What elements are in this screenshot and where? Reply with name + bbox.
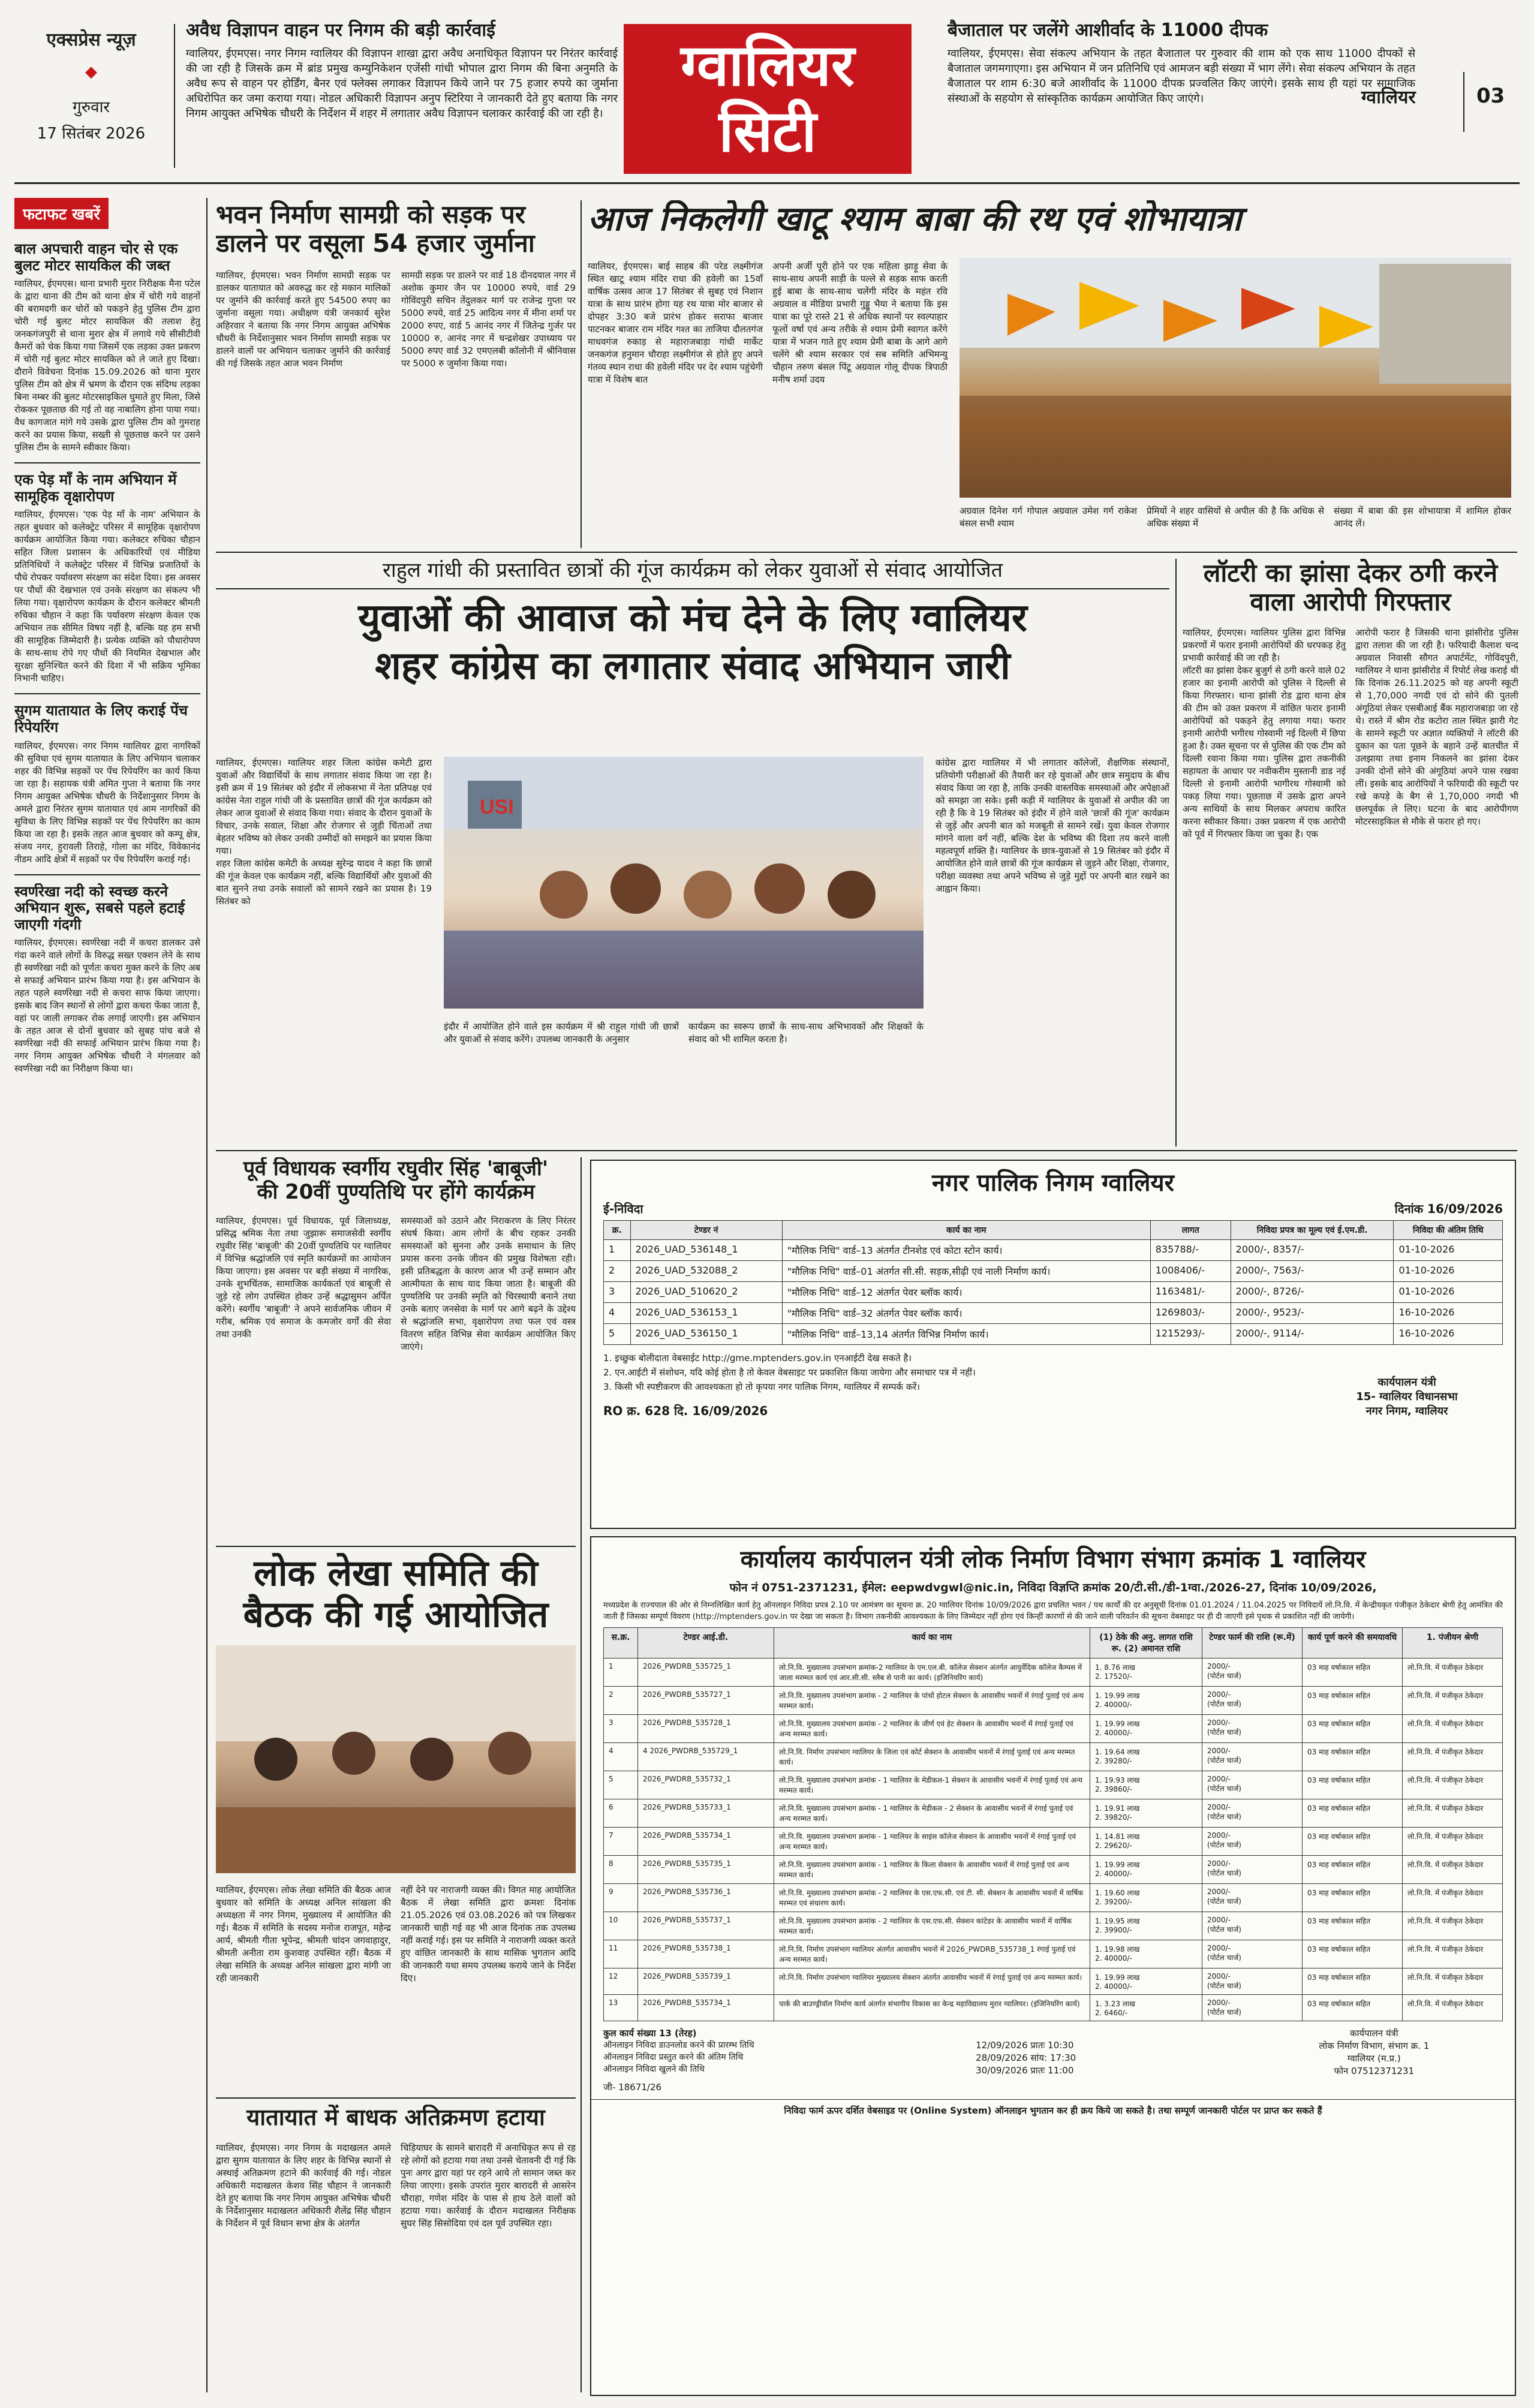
notice-pwd-intro: मध्यप्रदेश के राज्यपाल की ओर से निम्नलिखित कार्य हेतु ऑनलाइन निविदा प्रपत्र 2.10 पर आमंत्रण का सूचना क्र. 20 ग्वालियर दिनांक 10/09/2026 द्वारा प्रचलित भवन / पथ कार्यों की दर अनुसूची दिनांक 01.01.2024 / 11.04.2025 पर निविदायें लो.नि.वि. में केन्द्रीयकृत पंजीकृत ठेकेदार श्रेणी हेतु आमंत्रित की जाती हैं जिसका सम्पूर्ण विवरण (http://mptenders.gov.in पर देखा जा सकता है। विभाग तकनीकी आवश्यकता के लिए जिम्मेदार नहीं होगा एवं किन्हीं कारणों से की जाने वाली परिवर्तन की सूचना वेबसाइट पर ही दी जाएगी इसे पृथक से प्रकाशित नहीं की जायेगी। [603,1601,1503,1621]
top-right-body: ग्वालियर, ईएमएस। सेवा संकल्प अभियान के तहत बैजाताल पर गुरुवार की शाम को एक साथ 11000 दीपकों से बैजाताल जगमगाएगा। इस अभियान में जन प्रतिनिधि एवं आमजन बड़ी संख्या में भाग लेंगे। सेवा संकल्प अभियान के तहत बैजाताल पर शाम 6:30 बजे आशीर्वाद के 11000 दीपक प्रज्वलित किए जाएंगे। इसके साथ ही यहां पर सामाजिक संस्थाओं के सहयोग से सांस्कृतिक कार्यक्रम आयोजित किए जाएंगे। [948,47,1415,105]
table-header: (1) ठेके की अनु. लागत राशि रू. (2) अमानत राशि [1090,1628,1202,1658]
table-cell: "मौलिक निधि" वार्ड–32 अंतर्गत पेवर ब्लॉक कार्य। [782,1303,1150,1324]
table-cell: 2 [604,1261,631,1282]
table-row [604,1995,1503,2021]
story-babuji-headline-1: पूर्व विधायक स्वर्गीय रघुवीर सिंह 'बाबूजी' [243,1157,549,1181]
story-traffic-headline: यातायात में बाधक अतिक्रमण हटाया [246,2105,545,2130]
table-cell: लो.नि.वि. मुख्यालय उपसंभाग क्रमांक-2 ग्वालियर के एम.एल.बी. कॉलेज सेक्शन अंतर्गत आयुर्वेदिक कॉलेज कैम्पस में जाला मरम्मत कार्य एवं आर.सी.सी. स्लैब से पानी का कार्य। (इजिनियरिंग कार्य) [774,1658,1090,1687]
story-fine-col2: सामग्री सड़क पर डालने पर वार्ड 18 दीनदयाल नगर में अशोक कुमार जैन पर 10000 रुपये, वार्ड 29 गोविंदपुरी सचिन तेंदुलकर मार्ग पर राजेन्द्र गुप्ता पर 5000 रुपये, वार्ड 25 आदित्य नगर में मीना शर्मा पर 2000 रुपए, वार्ड 5 आनंद नगर में जितेन्द्र गुर्जर पर 10000 रु, आनंद नगर में चन्द्रशेखर उपाध्याय पर 5000 रुपए वार्ड 32 एमएलबी कॉलोनी में श्रीनिवास पर 5000 रु जुर्माना किया गया। [401,269,576,369]
table-cell: 03 माह वर्षाकाल सहित [1303,1743,1403,1771]
story-committee [216,1553,576,2093]
table-cell: 1215293/- [1150,1324,1231,1345]
sidebar-body: ग्वालियर, ईएमएस। स्वर्णरेखा नदी में कचरा डालकर उसे गंदा करने वाले लोगों के विरुद्ध सख्त एक्शन लेने के साथ ही स्वर्णरेखा नदी को पूर्णतः कचरा मुक्त करने के लिए अब से सफाई अभियान प्रारंभ किया गया है। इस अभियान के तहत पहले स्वर्णरेखा नदी से कचरा साफ किया जाएगा। इसके बाद जिन स्थानों से लोगों द्वारा कचरा फेंका जाता है, वहां पर जाली लगाकर रोक लगाई जाएगी। इस अभियान के तहत आज से दोनों बुधवार को सुबह पांच बजे से स्वर्णरेखा नदी की सफाई अभियान प्रारंभ किया गया है। नगर निगम आयुक्त अभिषेक चौधरी ने मंगलवार को स्वर्णरेखा नदी का निरीक्षण किया था। [14,937,200,1074]
notice-nagar-subtitle: ई-निविदा [603,1202,643,1216]
table-cell: 2026_PWDRB_535733_1 [638,1799,774,1828]
notice-nagar-sign: कार्यपालन यंत्री [1377,1376,1436,1389]
notice-pwd-sign: लोक निर्माण विभाग, संभाग क्र. 1 [1319,2040,1430,2051]
story-fine-headline: भवन निर्माण सामग्री को सड़क पर डालने पर वसूला 54 हजार जुर्माना [216,200,535,258]
youth-meeting-graphic [444,757,924,1009]
table-header: लागत [1150,1221,1231,1240]
table-cell: 2026_UAD_536153_1 [630,1303,782,1324]
table-cell: 1. 19.98 लाख 2. 40000/- [1090,1940,1202,1968]
table-cell: 1. 3.23 लाख 2. 6460/- [1090,1995,1202,2021]
table-cell: लो.नि.वि. में पंजीकृत ठेकेदार [1403,1940,1503,1968]
table-row [604,1715,1503,1743]
sidebar-item [14,884,200,1076]
table-cell: 2000/-, 7563/- [1231,1261,1394,1282]
story-lottery-col1: ग्वालियर, ईएमएस। ग्वालियर पुलिस द्वारा विभिन्न प्रकरणों में फरार इनामी आरोपियों की धरपकड़ हेतु प्रभावी कार्रवाई की जा रही है। लॉटरी का झांसा देकर बुजुर्ग से ठगी करने वाले 02 हजार का इनामी आरोपी को पुलिस ने दिल्ली से किया गिरफ्तार। थाना झांसी रोड द्वारा थाना क्षेत्र की टीम को उक्त प्रकरण में वांछित फरार इनामी आरोपियों को पकड़ने हेतु लगाया गया। फरार इनामी आरोपी भगीरथ गोस्वामी नई दिल्ली में छिपा हुआ है। उक्त सूचना पर से पुलिस की एक टीम को दिल्ली रवाना किया गया। पुलिस द्वारा तकनीकी सहायता के आधार पर नवीकरीम मुस्तानी डाड नई दिल्ली से इनामी आरोपी भागीरथ गोस्वामी को पकड़ लिया गया। पूछताछ में उसके द्वारा अपने अन्य साथियों के साथ मिलकर अपराध कारित करना स्वीकार किया। उक्त प्रकरण में एक आरोपी को पूर्व में गिरफ्तार किया जा चुका है। एक [1183,627,1346,839]
story-shyam-col2: अपनी अर्जी पूरी होने पर एक महिला झाड़ू सेवा के साथ-साथ अपनी साड़ी के पल्ले से सड़क साफ करती हुई बाबा के साथ-साथ चलेंगी मंदिर के महंत रवि अग्रवाल व मीडिया प्रभारी गुड्डू भैया ने बताया कि इस यात्रा का पूरे रास्ते 21 से अधिक स्थानों पर स्वल्पाहार फूलों वर्षा एवं अन्य तरीके से श्याम प्रेमी स्वागत करेंगे यात्रा में भजन गाते हुए श्याम प्रेमी बाबा के आगे आगे चलेंगे श्री श्याम सरकार एवं सब समिति अभिमन्यु चौहान तरुण बंसल पिंटू अग्रवाल गोलू दीपक त्रिपाठी मनीष शर्मा उदय [772,261,948,385]
table-cell: 03 माह वर्षाकाल सहित [1303,1687,1403,1715]
notice-pwd-date-line: 12/09/2026 प्रातः 10:30 [976,2040,1074,2051]
table-cell: 2026_PWDRB_535728_1 [638,1715,774,1743]
table-cell: 3 [604,1715,638,1743]
story-committee-headline-2: बैठक की गई आयोजित [243,1594,549,1636]
table-header: 1. पंजीयन श्रेणी [1403,1628,1503,1658]
notice-pwd-sign: कार्यपालन यंत्री [1349,2028,1398,2039]
notice-pwd [590,1536,1516,2396]
table-cell: लो.नि.वि. में पंजीकृत ठेकेदार [1403,1828,1503,1856]
table-cell: 9 [604,1884,638,1912]
table-cell: 13 [604,1995,638,2021]
table-row [604,1282,1503,1303]
table-cell: 2026_PWDRB_535738_1 [638,1940,774,1968]
table-cell: 03 माह वर्षाकाल सहित [1303,1799,1403,1828]
story-congress-caption1: इंदौर में आयोजित होने वाले इस कार्यक्रम में श्री राहुल गांधी जी छात्रों और युवाओं से संवाद करेंगे। उपलब्ध जानकारी के अनुसार [444,1021,679,1045]
table-header: क्र. [604,1221,631,1240]
table-cell: 2026_PWDRB_535739_1 [638,1968,774,1995]
sidebar-headline: बाल अपचारी वाहन चोर से एक बुलट मोटर सायकिल की जब्त [14,240,178,274]
brand-block [19,26,163,158]
table-cell: लो.नि.वि. निर्माण उपसंभाग ग्वालियर के जिला एवं कोर्ट सेक्शन के आवासीय भवनों में रंगाई पुताई एवं अन्य मरम्मत कार्य। [774,1743,1090,1771]
story-committee-col2: नहीं देने पर नाराजगी व्यक्त की। विगत माह आयोजित बैठक में लेखा समिति द्वारा क्रमशः दिनांक 21.05.2026 एवं 03.08.2026 को पत्र लिखकर जानकारी चाही गई वह भी आज दिनांक तक उपलब्ध नहीं कराई गई। इस पर समिति ने नाराजगी व्यक्त करते हुए वांछित जानकारी के साथ मासिक भुगतान आदि की जानकारी यथा समय उपलब्ध कराये जाने के निर्देश दिए। [401,1885,576,1983]
table-cell: 4 [604,1303,631,1324]
table-cell: 7 [604,1828,638,1856]
story-congress [216,559,1169,1146]
top-right-story [948,20,1415,106]
table-cell: 03 माह वर्षाकाल सहित [1303,1968,1403,1995]
table-row [604,1912,1503,1940]
story-babuji-col1: ग्वालियर, ईएमएस। पूर्व विधायक, पूर्व जिलाध्यक्ष, प्रसिद्ध श्रमिक नेता तथा जुझारू समाजसेवी स्वर्गीय रघुवीर सिंह 'बाबूजी' की 20वीं पुण्यतिथि पर ग्वालियर में विभिन्न श्रद्धांजलि एवं स्मृति कार्यक्रमों का आयोजन किया जाएगा। इस अवसर पर बड़ी संख्या में नागरिक, उनके शुभचिंतक, सामाजिक कार्यकर्ता एवं बाबूजी से जुड़े रहे लोग उपस्थित होकर उन्हें श्रद्धासुमन अर्पित करेंगे। स्वर्गीय 'बाबूजी' ने अपने सार्वजनिक जीवन में गरीब, श्रमिक एवं समाज के कमजोर वर्गों की सेवा तथा उनकी [216,1215,391,1340]
youth-meeting-photo [444,757,924,1009]
table-cell: 10 [604,1912,638,1940]
notice-nagar-note: 1. इच्छुक बोलीदाता वेबसाईट http://gme.mptenders.gov.in एनआईटी देख सकते है। [603,1353,912,1363]
sidebar-item [14,241,200,454]
table-cell: "मौलिक निधि" वार्ड–01 अंतर्गत सी.सी. सड़क,सीढ़ी एवं नाली निर्माण कार्य। [782,1261,1150,1282]
table-cell: "मौलिक निधि" वार्ड–13 अंतर्गत टीनशेड एवं कोटा स्टोन कार्य। [782,1240,1150,1261]
table-cell: 2000/- (पोर्टल चार्ज) [1202,1884,1303,1912]
top-left-headline: अवैध विज्ञापन वाहन पर निगम की बड़ी कार्रवाई [186,20,495,41]
table-cell: 2000/-, 8726/- [1231,1282,1394,1303]
table-cell: 1. 19.99 लाख 2. 40000/- [1090,1715,1202,1743]
table-cell: 1163481/- [1150,1282,1231,1303]
notice-pwd-date-line: 28/09/2026 सांय: 17:30 [976,2052,1076,2063]
table-cell: 6 [604,1799,638,1828]
table-header: कार्य का नाम [774,1628,1090,1658]
section-title-line2: सिटी [718,98,817,165]
notice-nagar-sign: 15- ग्वालियर विधानसभा [1356,1390,1458,1403]
table-row [604,1968,1503,1995]
table-header: स.क्र. [604,1628,638,1658]
sidebar-item [14,703,200,865]
table-row [604,1303,1503,1324]
table-cell: 2026_PWDRB_535734_1 [638,1828,774,1856]
table-cell: 2026_UAD_510620_2 [630,1282,782,1303]
table-cell: 2026_PWDRB_535736_1 [638,1884,774,1912]
table-cell: 2000/- (पोर्टल चार्ज) [1202,1828,1303,1856]
table-cell: लो.नि.वि. मुख्यालय उपसंभाग क्रमांक - 1 ग्वालियर के मेडीकल-1 सेक्शन के आवासीय भवनों में रंगाई पुताई एवं अन्य मरम्मत कार्य। [774,1771,1090,1799]
table-cell: लो.नि.वि. में पंजीकृत ठेकेदार [1403,1743,1503,1771]
table-row [604,1324,1503,1345]
story-babuji-col2: समस्याओं को उठाने और निराकरण के लिए निरंतर संघर्ष किया। आम लोगों के बीच रहकर उनकी समस्याओं को सुनना और उनके समाधान के लिए प्रयास करना उनके जीवन की प्रमुख विशेषता रही। इसी प्रतिबद्धता के कारण आज भी उन्हें सम्मान और आत्मीयता के साथ याद किया जाता है। बाबूजी की पुण्यतिथि पर उनकी स्मृति को चिरस्थायी बनाने तथा उनके बताए जनसेवा के मार्ग पर आगे बढ़ने के उद्देश्य से श्रद्धांजलि सभा, वृक्षारोपण तथा फल एवं वस्त्र वितरण सहित विभिन्न सेवा कार्यक्रम आयोजित किए जाएंगे। [401,1215,576,1353]
section-title-line1: ग्वालियर [680,32,855,99]
sidebar-body: ग्वालियर, ईएमएस। नगर निगम ग्वालियर द्वारा नागरिकों की सुविधा एवं सुगम यातायात के लिए अभियान चलाकर शहर की विभिन्न सड़कों पर पेंच रिपेयरिंग का कार्य किया जा रहा है। सहायक यंत्री अमित गुप्ता ने बताया कि नगर निगम आयुक्त अभिषेक चौधरी के निर्देशानुसार निगम के अमले द्वारा निरंतर सुगम यातायात एवं आम नागरिकों की सुविधा के लिए विभिन्न सड़कों पर पेंच रिपेयरिंग का काम किया जा रहा है। इसके तहत आज बुधवार को कम्पू क्षेत्र, संजय नगर, हुरावली तिराहे, गोला का मंदिर, विवेकानंद नीडम आदि क्षेत्रों में सड़कों पर पेंच रिपेयरिंग कराई गई। [14,740,200,865]
top-left-story [186,20,618,121]
story-traffic-col2: चिड़ियाघर के सामने बारादरी में अनाधिकृत रूप से रह रहे लोगों को हटाया गया तथा उनसे चेतावनी दी गई कि पुनः अगर द्वारा यहां पर रहने आये तो सामान जब्त कर लिया जाएगा। इसके उपरांत मुरार बारादरी से आसरेन चौराहा, गणेश मंदिर के पास से हाथ ठेले वालों को हटाया गया। कार्रवाई के दौरान मदाखलत निरीक्षक सुघर सिंह सिसोदिया एवं दल पूर्व उपस्थित रहा। [401,2142,576,2229]
table-cell: 1. 8.76 लाख 2. 17520/- [1090,1658,1202,1687]
notice-nagar-note: 3. किसी भी स्पष्टीकरण की आवश्यकता हो तो कृपया नगर पालिक निगम, ग्वालियर में सम्पर्क करें। [603,1381,921,1392]
table-row [604,1240,1503,1261]
masthead [0,0,1534,192]
table-cell: 2 [604,1687,638,1715]
table-cell: 03 माह वर्षाकाल सहित [1303,1995,1403,2021]
table-cell: लो.नि.वि. में पंजीकृत ठेकेदार [1403,1799,1503,1828]
table-cell: 03 माह वर्षाकाल सहित [1303,1828,1403,1856]
table-header: निविदा प्रपत्र का मूल्य एवं ई.एम.डी. [1231,1221,1394,1240]
table-cell: 8 [604,1856,638,1884]
story-congress-caption2: कार्यक्रम का स्वरूप छात्रों के साथ-साथ अभिभावकों और शिक्षकों के संवाद को भी शामिल करता है। [688,1021,924,1045]
city-label: ग्वालियर [1361,87,1416,108]
issue-day: गुरुवार [72,98,110,116]
table-cell: लो.नि.वि. मुख्यालय उपसंभाग क्रमांक - 2 ग्वालियर के एस.एफ.सी. सेक्शन कांटेडर के आवासीय भवनों में वार्षिक मरम्मत कार्य। [774,1912,1090,1940]
table-cell: 16-10-2026 [1394,1303,1503,1324]
table-header: कार्य का नाम [782,1221,1150,1240]
table-cell: 1. 19.91 लाख 2. 39820/- [1090,1799,1202,1828]
table-cell: 1 [604,1240,631,1261]
table-cell: लो.नि.वि. मुख्यालय उपसंभाग क्रमांक - 2 ग्वालियर के एस.एफ.सी. एवं टी. सी. सेक्शन के आवासीय भवनों में वार्षिक मरम्मत एवं संधारण कार्य। [774,1884,1090,1912]
table-header: टेण्डर आई.डी. [638,1628,774,1658]
table-cell: 1. 19.64 लाख 2. 39280/- [1090,1743,1202,1771]
table-cell: 12 [604,1968,638,1995]
table-cell: लो.नि.वि. मुख्यालय उपसंभाग क्रमांक - 1 ग्वालियर के किला सेक्शन के आवासीय भवनों में रंगाई पुताई एवं अन्य मरम्मत कार्य। [774,1856,1090,1884]
sidebar-headline: स्वर्णरेखा नदी को स्वच्छ करने अभियान शुरू, सबसे पहले हटाई जाएगी गंदगी [14,883,185,933]
table-cell: 01-10-2026 [1394,1282,1503,1303]
table-cell: 835788/- [1150,1240,1231,1261]
table-cell: लो.नि.वि. में पंजीकृत ठेकेदार [1403,1884,1503,1912]
story-traffic-col1: ग्वालियर, ईएमएस। नगर निगम के मदाखलत अमले द्वारा सुगम यातायात के लिए शहर के विभिन्न स्थानों से अस्थाई अतिक्रमण हटाने की कार्रवाई की गई। नोडल अधिकारी मदाखलत केशव सिंह चौहान ने जानकारी देते हुए बताया कि नगर निगम आयुक्त अभिषेक चौधरी के निर्देशानुसार मदाखलत अधिकारी शैलेंद्र सिंह चौहान के निर्देशन में पूर्व विधान सभा क्षेत्र के अंतर्गत [216,2142,391,2229]
table-cell: 03 माह वर्षाकाल सहित [1303,1940,1403,1968]
issue-date: 17 सितंबर 2026 [37,125,146,143]
table-cell: 2026_PWDRB_535737_1 [638,1912,774,1940]
table-row [604,1687,1503,1715]
table-cell: 2026_PWDRB_535725_1 [638,1658,774,1687]
table-cell: लो.नि.वि. मुख्यालय उपसंभाग क्रमांक - 2 ग्वालियर के पांचों होटल सेक्शन के आवासीय भवनों में रंगाई पुताई एवं अन्य मरम्मत कार्य। [774,1687,1090,1715]
committee-meeting-graphic [216,1645,576,1873]
table-cell: 1 [604,1658,638,1687]
table-row [604,1799,1503,1828]
notice-pwd-ref: जी- 18671/26 [603,2082,662,2093]
procession-flags-graphic [959,258,1511,498]
table-cell: 03 माह वर्षाकाल सहित [1303,1658,1403,1687]
page-number: 03 [1476,84,1505,108]
notice-nagar-table [603,1220,1503,1345]
story-congress-kicker: राहुल गांधी की प्रस्तावित छात्रों की गूंज कार्यक्रम को लेकर युवाओं से संवाद आयोजित [216,559,1169,589]
notice-pwd-sign: ग्वालियर (म.प्र.) [1347,2053,1401,2064]
table-cell: लो.नि.वि. में पंजीकृत ठेकेदार [1403,1658,1503,1687]
story-fine [216,200,576,548]
table-cell: लो.नि.वि. में पंजीकृत ठेकेदार [1403,1715,1503,1743]
table-cell: लो.नि.वि. में पंजीकृत ठेकेदार [1403,1968,1503,1995]
story-committee-col1: ग्वालियर, ईएमएस। लोक लेखा समिति की बैठक आज बुधवार को समिति के अध्यक्ष अनिल सांखला की अध्यक्षता में नगर निगम, मुख्यालय में आयोजित की गई। बैठक में समिति के सदस्य मनोज राजपूत, महेन्द्र आर्य, श्रीमती गीता भूपेन्द्र, श्रीमती चांदन जगवाहादुर, श्रीमती अनीता राम कुशवाह उपस्थित रहीं। बैठक में लेखा समिति के अध्यक्ष अनिल सांखला द्वारा मांगी जा रही जानकारी [216,1885,391,1983]
brand-diamond-icon: ◆ [85,63,97,81]
story-shyam [588,200,1517,548]
table-cell: 03 माह वर्षाकाल सहित [1303,1884,1403,1912]
table-cell: पार्क की बाउण्ड्रीवॉल निर्माण कार्य अंतर्गत संभागीय विकास का केन्द्र महाविद्यालय मुरार ग्वालियर। (इंजिनियरिंग कार्य) [774,1995,1090,2021]
top-right-headline: बैजाताल पर जलेंगे आशीर्वाद के 11000 दीपक [948,20,1268,41]
notice-nagar-nigam [590,1160,1516,1529]
story-congress-headline-1: युवाओं की आवाज को मंच देने के लिए ग्वालियर [358,596,1027,641]
table-cell: 2000/- (पोर्टल चार्ज) [1202,1995,1303,2021]
table-row [604,1940,1503,1968]
table-cell: 1. 19.60 लाख 2. 39200/- [1090,1884,1202,1912]
table-cell: 2000/- (पोर्टल चार्ज) [1202,1715,1303,1743]
table-row [604,1856,1503,1884]
table-header: निविदा की अंतिम तिथि [1394,1221,1503,1240]
table-cell: 2026_UAD_532088_2 [630,1261,782,1282]
story-shyam-headline: आज निकलेगी खाटू श्याम बाबा की रथ एवं शोभायात्रा [588,200,1242,239]
story-congress-headline-2: शहर कांग्रेस का लगातार संवाद अभियान जारी [375,643,1010,688]
notice-nagar-date: दिनांक 16/09/2026 [1394,1202,1503,1216]
procession-photo [959,258,1511,498]
table-cell: 1008406/- [1150,1261,1231,1282]
table-cell: 2000/-, 9114/- [1231,1324,1394,1345]
sidebar-body: ग्वालियर, ईएमएस। 'एक पेड़ माँ के नाम' अभियान के तहत बुधवार को कलेक्ट्रेट परिसर में सामूहिक वृक्षारोपण कार्यक्रम आयोजित किया गया। कलेक्टर रुचिका चौहान सहित जिला प्रशासन के अधिकारियों एवं मीडिया प्रतिनिधियों ने कलेक्ट्रेट परिसर में विभिन्न प्रजातियों के पौधे रोपकर पर्यावरण संरक्षण का संदेश दिया। इस अवसर पर पौधों की देखभाल एवं उनके संरक्षण का संकल्प भी लिया गया। वृक्षारोपण कार्यक्रम के दौरान कलेक्टर श्रीमती रुचिका चौहान ने कहा कि पर्यावरण संरक्षण केवल एक अभियान तक सीमित विषय नहीं है, बल्कि यह हम सभी की सामूहिक जिम्मेदारी है। प्रत्येक व्यक्ति को पौधारोपण के साथ-साथ रोपे गए पौधों की नियमित देखभाल और सुरक्षा सुनिश्चित करने की दिशा में भी सक्रिय भूमिका निभानी चाहिए। [14,509,200,684]
table-cell: 16-10-2026 [1394,1324,1503,1345]
sidebar [14,198,200,2392]
table-cell: 2000/-, 9523/- [1231,1303,1394,1324]
table-cell: 2000/- (पोर्टल चार्ज) [1202,1799,1303,1828]
table-header: कार्य पूर्ण करने की समयावधि [1303,1628,1403,1658]
table-cell: 03 माह वर्षाकाल सहित [1303,1856,1403,1884]
table-cell: 1. 19.95 लाख 2. 39900/- [1090,1912,1202,1940]
table-cell: 5 [604,1324,631,1345]
notice-nagar-title: नगर पालिक निगम ग्वालियर [931,1169,1175,1197]
table-cell: 2000/- (पोर्टल चार्ज) [1202,1743,1303,1771]
table-cell: 2000/- (पोर्टल चार्ज) [1202,1940,1303,1968]
table-header: टेण्डर नं [630,1221,782,1240]
story-lottery-col2: आरोपी फरार है जिसकी थाना झांसीरोड पुलिस द्वारा तलाश की जा रही है। फरियादी कैलाश चन्द अग्रवाल निवासी सौगत अपार्टमेंट, गोविंदपुरी, ग्वालियर ने थाना झांसीरोड में रिपोर्ट लेख कराई थी कि दिनांक 26.11.2025 को वह अपनी स्कूटी से 1,70,000 नगदी एवं दो सोने की पुतली अंगूठियां लेकर एसबीआई बैंक महाराजबाड़ा जा रहे थे। रास्ते में श्रीम रोड कटोरा ताल स्थित झारी गेट के सामने स्कूटी पर अज्ञात व्यक्तियों ने लॉटरी की दुकान का पता पूछने के बहाने उन्हें बातचीत में उलझाया तथा इनाम निकलने का झांसा देकर उनकी दोनों सोने की अंगूठियां अपने पास रखवा लीं। इसके बाद आरोपियों ने फरियादी की स्कूटी पर रखे कपड़े के बैग से 1,70,000 नगदी भी छलपूर्वक ले लिए। घटना के बाद आरोपीगण मोटरसाइकिल से मौके से फरार हो गए। [1355,627,1518,827]
story-committee-headline-1: लोक लेखा समिति की [254,1553,538,1594]
table-cell: लो.नि.वि. मुख्यालय उपसंभाग क्रमांक - 2 ग्वालियर के जीर्ण एवं हेट सेक्शन के आवासीय भवनों में रंगाई पुताई एवं अन्य मरम्मत कार्य। [774,1715,1090,1743]
notice-nagar-sign: नगर निगम, ग्वालियर [1365,1405,1448,1417]
table-cell: 2026_PWDRB_535727_1 [638,1687,774,1715]
table-cell: 1. 14.81 लाख 2. 29620/- [1090,1828,1202,1856]
table-row [604,1658,1503,1687]
sidebar-headline: सुगम यातायात के लिए कराई पेंच रिपेयरिंग [14,702,188,736]
table-cell: 2026_PWDRB_535735_1 [638,1856,774,1884]
table-cell: लो.नि.वि. में पंजीकृत ठेकेदार [1403,1995,1503,2021]
table-header: टेण्डर फार्म की राशि (रू.में) [1202,1628,1303,1658]
story-shyam-col1: ग्वालियर, ईएमएस। बाई साहब की परेड लक्ष्मीगंज स्थित खाटू श्याम मंदिर राधा की हवेली का 15वॉं वार्षिक उत्सव आज 17 सितंबर से सुबह एवं निशान यात्रा के साथ प्रारंभ होगा यह रथ यात्रा मोर बाजार से दोपहर 3:30 बजे प्रारंभ होकर सराफा बाजार पाटनकर बाजार राम मंदिर गश्त का ताजिया दौलतगंज माधवगंज रुकाड़ से महाराजबाड़ा गांधी मार्केट जनकगंज हनुमान चौराहा लक्ष्मीगंज से होते हुए अपने गंतव्य स्थान राधा की हवेली मंदिर पर देर श्याम पहुंचेगी यात्रा में विशेष बात [588,261,763,385]
table-cell: 2026_PWDRB_535734_1 [638,1995,774,2021]
table-cell: लो.नि.वि. में पंजीकृत ठेकेदार [1403,1912,1503,1940]
table-cell: 11 [604,1940,638,1968]
story-fine-col1: ग्वालियर, ईएमएस। भवन निर्माण सामग्री सड़क पर डालकर यातायात को अवरुद्ध कर रहे मकान मालिकों पर जुर्माने की कार्रवाई करते हुए 54500 रुपए का जुर्माना वसूला गया। अधीक्षण यंत्री जनकार्य सुरेश अहिरवार ने बताया कि नगर निगम आयुक्त अभिषेक चौधरी के निर्देशानुसार भवन निर्माण सामग्री सड़क पर डालने वालों पर अभियान चलाकर जुर्माने की कार्रवाई की गई जिसके तहत आज भवन निर्माण [216,269,390,369]
table-cell: 4 [604,1743,638,1771]
story-shyam-caption1: अग्रवाल दिनेश गर्ग गोपाल अग्रवाल उमेश गर्ग राकेश बंसल सभी श्याम [959,505,1137,529]
table-cell: लो.नि.वि. में पंजीकृत ठेकेदार [1403,1687,1503,1715]
table-cell: लो.नि.वि. मुख्यालय उपसंभाग क्रमांक - 1 ग्वालियर के साइंस कॉलेज सेक्शन के आवासीय भवनों में रंगाई पुताई एवं अन्य मरम्मत कार्य। [774,1828,1090,1856]
notice-pwd-footer-line: ऑनलाइन निविदा खुलने की तिथि [603,2064,705,2074]
table-cell: लो.नि.वि. निर्माण उपसंभाग ग्वालियर मुख्यालय सेक्शन अंतर्गत आवासीय भवनों में रंगाई पुताई एवं अन्य मरम्मत कार्य। [774,1968,1090,1995]
table-cell: 1. 19.99 लाख 2. 40000/- [1090,1687,1202,1715]
story-congress-col2: कांग्रेस द्वारा ग्वालियर में भी लगातार कॉलेजों, शैक्षणिक संस्थानों, प्रतियोगी परीक्षाओं की तैयारी कर रहे युवाओं और छात्र समुदाय के बीच संवाद किया जा रहा है, ताकि उनकी वास्तविक समस्याओं और अपेक्षाओं को समझा जा सके। इसी कड़ी में ग्वालियर के युवाओं से अपील की जा रही है कि वे 19 सितंबर को इंदौर में होने वाले 'छात्रों की गूंज' कार्यक्रम से जुड़ें और अपनी बात को मजबूती से सामने रखें। युवा केवल रोजगार मांगने वाला वर्ग नहीं, बल्कि देश के भविष्य की दिशा तय करने वाली महत्वपूर्ण शक्ति है। ग्वालियर के छात्र-युवाओं से 19 सितंबर को इंदौर में आयोजित होने वाले छात्रों की गूंज कार्यक्रम से जुड़ने और शिक्षा, रोजगार, परीक्षा व्यवस्था तथा अपने भविष्य से जुड़े मुद्दों पर अपनी बात रखने का आह्वान किया। [936,757,1169,894]
table-row [604,1261,1503,1282]
table-cell: 2000/- (पोर्टल चार्ज) [1202,1968,1303,1995]
table-cell: 2026_UAD_536150_1 [630,1324,782,1345]
sidebar-headline: एक पेड़ माँ के नाम अभियान में सामूहिक वृक्षारोपण [14,471,177,505]
table-cell: "मौलिक निधि" वार्ड–12 अंतर्गत पेवर ब्लॉक कार्य। [782,1282,1150,1303]
table-cell: 1. 19.99 लाख 2. 40000/- [1090,1968,1202,1995]
table-cell: 2026_PWDRB_535732_1 [638,1771,774,1799]
brand-name: एक्सप्रेस न्यूज़ [46,29,136,50]
table-cell: "मौलिक निधि" वार्ड–13,14 अंतर्गत विभिन्न निर्माण कार्य। [782,1324,1150,1345]
notice-pwd-footer-line: ऑनलाइन निविदा प्रस्तुत करने की अंतिम तिथि [603,2052,744,2062]
table-cell: 2000/- (पोर्टल चार्ज) [1202,1912,1303,1940]
story-babuji-headline-2: की 20वीं पुण्यतिथि पर होंगे कार्यक्रम [257,1180,535,1205]
table-cell: 4 2026_PWDRB_535729_1 [638,1743,774,1771]
table-cell: 1. 19.93 लाख 2. 39860/- [1090,1771,1202,1799]
table-cell: लो.नि.वि. निर्माण उपसंभाग ग्वालियर अंतर्गत आवासीय भवनों में 2026_PWDRB_535738_1 रंगाई पुताई एवं अन्य मरम्मत कार्य। [774,1940,1090,1968]
table-cell: 2000/- (पोर्टल चार्ज) [1202,1658,1303,1687]
story-shyam-caption2: प्रेमियों ने शहर वासियों से अपील की है कि अधिक से अधिक संख्या में [1147,505,1324,529]
story-congress-col1: ग्वालियर, ईएमएस। ग्वालियर शहर जिला कांग्रेस कमेटी द्वारा युवाओं और विद्यार्थियों के साथ लगातार संवाद किया जा रहा है। इसी क्रम में 19 सितंबर को इंदौर में लोकसभा में नेता प्रतिपक्ष एवं कांग्रेस नेता राहुल गांधी जी के प्रस्तावित छात्रों की गूंज कार्यक्रम को लेकर आज युवाओं से संवाद किया गया। संवाद के दौरान युवाओं के विचार, उनके सवाल, शिक्षा और रोजगार से जुड़ी चिंताओं तथा बेहतर भविष्य को लेकर उनकी उम्मीदों को समझने का प्रयास किया गया। शहर जिला कांग्रेस कमेटी के अध्यक्ष सुरेन्द्र यादव ने कहा कि छात्रों की गूंज केवल एक कार्यक्रम नहीं, बल्कि विद्यार्थियों और युवाओं की बात सुनने तथा उनके सवालों को सामने रखने का प्रयास है। 19 सितंबर को [216,757,432,907]
table-cell: 1. 19.99 लाख 2. 40000/- [1090,1856,1202,1884]
notice-pwd-footer-line: ऑनलाइन निविदा डाउनलोड करने की प्रारम्भ तिथि [603,2040,754,2050]
table-cell: 1269803/- [1150,1303,1231,1324]
notice-pwd-sign: फोन 07512371231 [1334,2066,1415,2076]
story-shyam-caption3: संख्या में बाबा की इस शोभायात्रा में शामिल होकर आनंद लें। [1334,505,1511,529]
top-left-body: ग्वालियर, ईएमएस। नगर निगम ग्वालियर की विज्ञापन शाखा द्वारा अवैध अनाधिकृत विज्ञापन पर निरंतर कार्रवाई की जा रही है जिसके क्रम में ब्रांड प्रमुख कम्युनिकेशन एजेंसी गांधी भोपाल द्वारा निगम की बिना अनुमति के अवैध रूप से वाहन पर होर्डिंग, बैनर एवं फ्लेक्स लगाकर विज्ञापन किये जाने पर 75 हजार रुपये का जुर्माना अधिरोपित कर जमा कराया गया। नोडल अधिकारी विज्ञापन अनुप स्टिरिया ने जानकारी देते हुए बताया कि नगर निगम आयुक्त अभिषेक चौधरी के निर्देशन में शहर में लगातार अवैध विज्ञापन चलाकर कार्रवाई की जा रही है। [186,47,618,120]
notice-nagar-note: 2. एन.आईटी में संशोधन, यदि कोई होता है तो केवल वेबसाइट पर प्रकाशित किया जायेगा और समाचार पत्र में नहीं। [603,1367,976,1378]
story-traffic [216,2105,576,2392]
notice-pwd-footer-title: कुल कार्य संख्या 13 (तेरह) [603,2028,697,2039]
table-cell: 2000/- (पोर्टल चार्ज) [1202,1687,1303,1715]
table-cell: 01-10-2026 [1394,1240,1503,1261]
table-row [604,1884,1503,1912]
table-cell: 03 माह वर्षाकाल सहित [1303,1771,1403,1799]
table-row [604,1771,1503,1799]
table-cell: 2000/-, 8357/- [1231,1240,1394,1261]
table-cell: 2000/- (पोर्टल चार्ज) [1202,1771,1303,1799]
notice-pwd-date-line: 30/09/2026 प्रातः 11:00 [976,2065,1074,2076]
notice-nagar-ro: RO क्र. 628 दि. 16/09/2026 [603,1404,768,1418]
table-cell: 03 माह वर्षाकाल सहित [1303,1715,1403,1743]
table-row [604,1828,1503,1856]
table-row [604,1743,1503,1771]
story-lottery-headline: लॉटरी का झांसा देकर ठगी करने वाला आरोपी गिरफ्तार [1203,559,1498,617]
table-cell: लो.नि.वि. मुख्यालय उपसंभाग क्रमांक - 1 ग्वालियर के मेडीकल - 2 सेक्शन के आवासीय भवनों में रंगाई पुताई एवं अन्य मरम्मत कार्य। [774,1799,1090,1828]
sidebar-title: फटाफट खबरें [14,198,109,229]
notice-pwd-title: कार्यालय कार्यपालन यंत्री लोक निर्माण विभाग संभाग क्रमांक 1 ग्वालियर [740,1546,1366,1573]
notice-pwd-contact: फोन नं 0751-2371231, ईमेल: eepwdvgwl@nic.in, निविदा विज्ञप्ति क्रमांक 20/टी.सी./डी-1ग्वा./2026-27, दिनांक 10/09/2026, [729,1581,1377,1594]
table-cell: 03 माह वर्षाकाल सहित [1303,1912,1403,1940]
table-cell: लो.नि.वि. में पंजीकृत ठेकेदार [1403,1856,1503,1884]
table-cell: 01-10-2026 [1394,1261,1503,1282]
table-cell: 2000/- (पोर्टल चार्ज) [1202,1856,1303,1884]
table-cell: 3 [604,1282,631,1303]
photo-banner-text: USI [480,796,514,818]
table-cell: 2026_UAD_536148_1 [630,1240,782,1261]
notice-pwd-bottom-note: निविदा फार्म ऊपर दर्शित वेबसाइड पर (Online System) ऑनलाइन भुगतान कर ही क्रय किये जा सकते है। तथा सम्पूर्ण जानकारी पोर्टल पर प्राप्त कर सकते हैं [591,2099,1515,2121]
notice-pwd-table [603,1627,1503,2021]
table-cell: 5 [604,1771,638,1799]
section-nameplate [624,24,912,174]
sidebar-body: ग्वालियर, ईएमएस। थाना प्रभारी मुरार निरीक्षक मैना पटेल के द्वारा थाना की टीम को थाना क्षेत्र में चोरी गये वाहनों की बरामदगी कर चोरों को पकड़ने हेतु पुलिस टीम द्वारा चोरी गई बुलट मोटर सायकिल की तलाश हेतु जनकगंजपुरी से थाना मुरार क्षेत्र में लगाये गये सीसीटीवी कैमरों को चेक किया गया जिसमें एक लड़का उक्त प्रकरण में चोरी गई बुलट मोटर सायकिल को ले जाते हुए दिखा। दौराने विवेचना दिनांक 15.09.2026 को थाना मुरार पुलिस टीम को क्षेत्र में भ्रमण के दौरान एक संदिग्ध लड़का बिना नम्बर की बुलट मोटरसाइकिल घुमाते हुए मिला, जिसे रोककर पूछताछ की गई तो वह नाबालिग होना पाया गया। वैध कागजात मांगे गये उसके द्वारा पुलिस टीम को गुमराह करने का प्रयास किया, सख्ती से पूछताछ करने पर उसने पुलिस टीम के सामने स्वीकार किया। [14,278,200,453]
story-babuji [216,1157,576,1541]
sidebar-item [14,472,200,685]
story-lottery [1183,559,1518,1146]
committee-meeting-photo [216,1645,576,1873]
table-cell: लो.नि.वि. में पंजीकृत ठेकेदार [1403,1771,1503,1799]
